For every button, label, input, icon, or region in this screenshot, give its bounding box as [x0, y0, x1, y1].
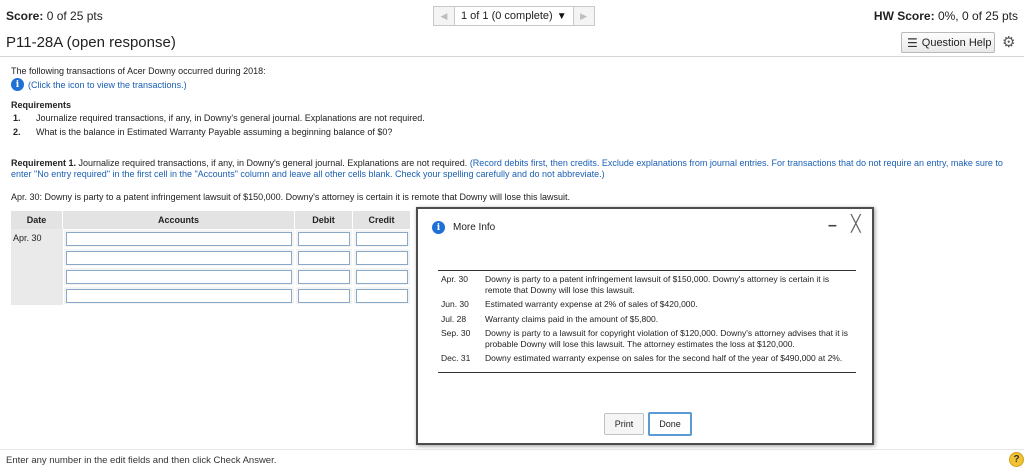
transactions-table: [438, 270, 856, 373]
transaction-text: Downy estimated warranty expense on sales for the second half of the year of $490,000 at 2%.: [485, 353, 843, 363]
date-cell: [11, 267, 63, 286]
done-button[interactable]: Done: [648, 412, 692, 436]
account-input[interactable]: [66, 289, 292, 303]
transaction-row: [438, 353, 856, 364]
debit-input[interactable]: [298, 251, 350, 265]
credit-input[interactable]: [356, 289, 408, 303]
accounts-header: Accounts: [63, 211, 295, 229]
credit-cell: [353, 286, 411, 305]
credit-header: Credit: [353, 211, 411, 229]
problem-title: P11-28A (open response): [6, 34, 176, 51]
question-help-label: Question Help: [921, 36, 992, 49]
debit-cell: [295, 229, 353, 248]
transaction-date: Sep. 30: [441, 328, 471, 338]
requirement-1-text: Journalize required transactions, if any, in Downy's general journal. Explanations are not required.: [76, 158, 470, 168]
debit-input[interactable]: [298, 270, 350, 284]
credit-input[interactable]: [356, 232, 408, 246]
transaction-text: Downy is party to a patent infringement lawsuit of $150,000. Downy's attorney is certain it is remote that Downy will lose this lawsuit.: [485, 274, 830, 295]
question-pager: [433, 6, 595, 26]
print-button[interactable]: Print: [604, 413, 644, 435]
date-header: Date: [11, 211, 63, 229]
top-bar: [0, 0, 1024, 30]
debit-cell: [295, 286, 353, 305]
transaction-date: Apr. 30: [441, 274, 468, 284]
divider: [0, 56, 1024, 57]
help-icon[interactable]: ?: [1009, 452, 1024, 467]
transaction-date: Dec. 31: [441, 353, 471, 363]
dialog-title: More Info: [453, 222, 496, 233]
next-question-button[interactable]: ▶: [573, 6, 595, 26]
requirement-item: [13, 113, 425, 123]
debit-input[interactable]: [298, 289, 350, 303]
intro-text: The following transactions of Acer Downy occurred during 2018:: [11, 66, 266, 76]
credit-input[interactable]: [356, 270, 408, 284]
gear-icon[interactable]: ⚙: [1002, 34, 1016, 51]
transaction-row: [438, 314, 856, 325]
requirement-1-instructions: [11, 158, 1011, 180]
credit-cell: [353, 248, 411, 267]
account-input[interactable]: [66, 270, 292, 284]
requirement-text: Journalize required transactions, if any, in Downy's general journal. Explanations are not required.: [36, 113, 425, 123]
credit-cell: [353, 229, 411, 248]
info-icon[interactable]: i: [11, 78, 24, 91]
transaction-line: Apr. 30: Downy is party to a patent infringement lawsuit of $150,000. Downy's attorney is certain it is remote that Downy will lose this lawsuit.: [11, 192, 570, 202]
credit-cell: [353, 267, 411, 286]
score: [6, 9, 103, 23]
account-cell: [63, 286, 295, 305]
debit-cell: [295, 267, 353, 286]
journal-row: [11, 286, 411, 305]
transaction-text: Warranty claims paid in the amount of $5,800.: [485, 313, 659, 324]
debit-input[interactable]: [298, 232, 350, 246]
minimize-icon[interactable]: –: [828, 217, 837, 234]
score-label: Score:: [6, 9, 44, 23]
journal-row: [11, 267, 411, 286]
info-icon: i: [432, 221, 445, 234]
date-cell: Apr. 30: [11, 229, 63, 248]
hw-score: [874, 9, 1018, 23]
transaction-date: Jun. 30: [441, 299, 469, 309]
transaction-text: Estimated warranty expense at 2% of sales of $420,000.: [485, 299, 698, 309]
entry-instructions: (Record debits first, then credits. Exclude explanations from journal entries. For transactions that do not require an entry, make sure to enter "No entry required" in the first cell in the "Accounts" column and leave all other cells blank. Check your spelling carefully and do not abbreviate.): [11, 158, 1003, 179]
prev-question-button[interactable]: ◀: [433, 6, 455, 26]
info-link-text[interactable]: (Click the icon to view the transactions.): [28, 79, 187, 90]
credit-input[interactable]: [356, 251, 408, 265]
account-cell: [63, 267, 295, 286]
close-icon[interactable]: ╳: [851, 216, 861, 233]
footer-divider: [0, 449, 1024, 450]
date-cell: [11, 248, 63, 267]
account-input[interactable]: [66, 251, 292, 265]
requirement-item: [13, 127, 392, 137]
pager-text: 1 of 1 (0 complete): [461, 10, 553, 22]
debit-header: Debit: [295, 211, 353, 229]
chevron-down-icon: ▼: [556, 10, 567, 22]
transaction-date: Jul. 28: [441, 313, 467, 324]
hw-score-value: 0%, 0 of 25 pts: [937, 9, 1018, 23]
list-icon: ☰: [907, 35, 918, 50]
date-cell: [11, 286, 63, 305]
transaction-text: Downy is party to a lawsuit for copyright violation of $120,000. Downy's attorney advises that it is probable Downy will lose this lawsuit. The attorney estimates the loss at $120,000.: [485, 328, 849, 349]
requirement-number: 1.: [13, 113, 21, 123]
transaction-row: [438, 274, 856, 295]
transaction-row: [438, 328, 856, 349]
transaction-row: [438, 299, 856, 310]
score-value: 0 of 25 pts: [46, 9, 103, 23]
journal-row: [11, 229, 411, 248]
question-help-button[interactable]: [901, 32, 995, 53]
debit-cell: [295, 248, 353, 267]
account-cell: [63, 248, 295, 267]
requirement-1-label: Requirement 1.: [11, 158, 77, 168]
dialog-header: [432, 221, 495, 234]
hw-score-label: HW Score:: [873, 9, 935, 23]
footer-hint: Enter any number in the edit fields and then click Check Answer.: [6, 455, 277, 466]
more-info-dialog: [416, 207, 874, 445]
requirements-heading: Requirements: [11, 100, 72, 110]
journal-table: [11, 211, 411, 305]
journal-header-row: [11, 211, 411, 229]
account-input[interactable]: [66, 232, 292, 246]
requirement-text: What is the balance in Estimated Warranty Payable assuming a beginning balance of $0?: [36, 127, 393, 137]
transactions-info-link[interactable]: [11, 78, 187, 91]
journal-row: [11, 248, 411, 267]
question-select[interactable]: [455, 6, 573, 26]
requirement-number: 2.: [13, 127, 21, 137]
account-cell: [63, 229, 295, 248]
